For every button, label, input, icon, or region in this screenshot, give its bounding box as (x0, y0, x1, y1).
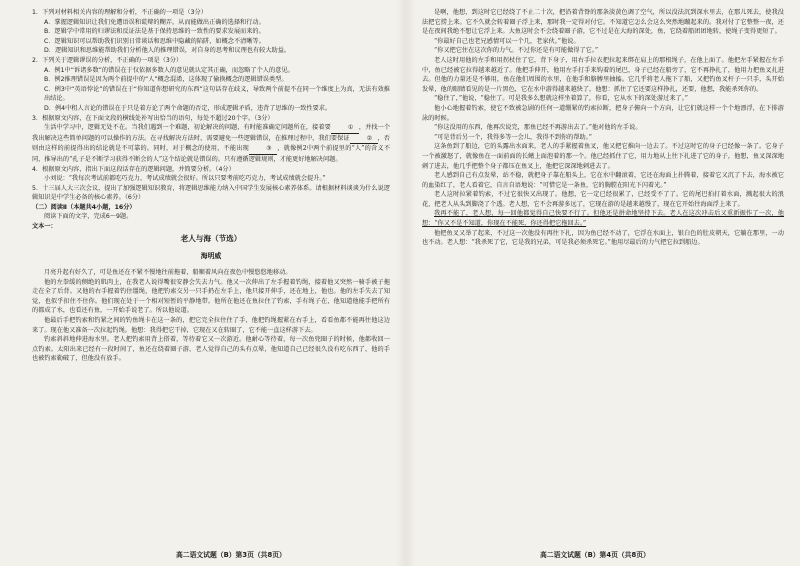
passage-author: 海明威 (200, 252, 222, 261)
question-1-option-c: C．逻辑知识可以帮助我们识别日常谈话和思维中隐藏的陷阱，如概念不清晰等。 (44, 37, 265, 45)
question-3-text-c: ，否则由这样的前提得出的结论就是不可靠的。同时，对于概念的使用，不能出现 (32, 134, 390, 153)
section-heading: （二）阅读Ⅱ（本题共4小题，16分） (32, 203, 136, 211)
question-3: 3．根据原文内容，在下面文段的横线处补写出恰当的语句，每处不超过20个字。（3分） (32, 114, 274, 122)
passage-paragraph: 老人感到自己有点发晕，站不稳，就把身子靠在船头上，它在水中翻滚着，它还在海面上扑腾着，接着它又沉了下去，海水被它的血染红了，老人看着它，自言自语地说：“可惜它是一条鱼，它的胸膛在阳光下闪着光。” (422, 172, 784, 189)
question-3-text-b: ，并找一个我出解决这些简单问题的可以操作的方法。在寻找解决方法时，需要避免一些逻辑错误，在推理过程中，我们要保证 (32, 124, 390, 142)
passage-paragraph: 他把鱼叉又举了起来，不过这一次他没有再往下扎，因为鱼已经不动了，它浮在水面上，银白色的肚皮朝天，它躺在那里，一动也不动。老人想：“我杀死了它，它是我的兄弟，可是我必须杀死它。”他用尽最后的力气把它拉到船边。 (422, 229, 784, 247)
passage-paragraph: “你这没用的东西，他再次说完，那鱼已经不再游出去了。”他对他的左手说。 (434, 124, 642, 132)
blank-2[interactable]: ② (350, 134, 378, 145)
passage-paragraph: 老人这时拉紧着钓索，不过它很快又出现了。他想，它一定已经很累了，已经受不了了。它的尾巴拍打着水面，溅起很大的浪花，把老人从头到脚浇了个透。老人想，它不会再游多远了，它现在游的是越来越慢了，现在它开始往海面浮上来了。 (422, 191, 784, 208)
question-1-option-d: D．逻辑知识和思维能帮助我们分析他人的推理错误，对自身的思考和议理也有较大助益。 (44, 47, 291, 55)
question-3-passage (32, 123, 390, 164)
page-gutter (396, 0, 416, 566)
passage-paragraph: “你最好自己也老兄感情可以一个几，老家伙。”他说。 (434, 37, 580, 45)
page-3-footer: 高二语文试题（B）第3页（共8页） (176, 551, 286, 559)
question-1-option-b: B．逻辑学中常用的归谬法和反证法是基于保持思维的一致性的要求发展而来的。 (44, 28, 265, 36)
question-5: 5．十三届人大三次会议，提出了加强逻辑知识教育，将逻辑思维能力纳入中国学生发展核心素养体系。请根据材料谈谈为什么说逻辑知识是中学生必备的核心素养。（6分） (32, 184, 390, 202)
question-2: 2．下列关于逻辑谬误的分析，不正确的一项是（3分） (32, 56, 183, 64)
question-4-quote: 小刘说：“我每次考试前都吃巧克力，考试成绩就会很好。所以只要考前吃巧克力，考试成绩就会提升。” (44, 175, 326, 183)
blank-1[interactable]: ① (331, 123, 359, 134)
page-3-column (32, 8, 390, 364)
passage-paragraph: 是啊，他想，到这时它已经绕了不止二十次，把沿着背脊的那条淡黄色调了空气，所以没法沉到深水里去，在那儿死去，使我没法把它捞上来。它不久就会转着圈子浮上来，那时我一定得对付它。不知道它怎么会这么突然地蹦起来的。我对付了它整整一夜，还是在夜间我绝不想让它浮上来。大鱼这时会不会绕着圈子游，它不过是在大海的深处，鱼，它绕着船团团地转，使绳子变得更短了。 (422, 9, 784, 36)
passage-paragraph: 他的左拳缓的侧绝的肌肉上，在我老人说得嘴很安静会失去力气。他又一次伸出了左手握着钓绳，接着他又突然一骑手被子拖走在全了后背。又他的右手握着钓住缰绳，他把钓索交另一只手扔在左手上，他只接开伸手，还在地上，他也。他的左手失去了知觉，也似乎扣住不住你。他们现在处于一个相对短暂的平静地带。他所在他还在鱼拉住了钓索，手有绳子在，他知道他能手把所有的都成了水，也看还有鱼，一开始手说老了。所以他说道。 (32, 278, 390, 315)
passage-paragraph: 这条鱼到了船边，它的头露出水面来，老人的手紧握着鱼叉，他又把它推向一边去了。不过这时它的身子已经像一条了。它身子一个被激怒了，就像鱼在一面前面的长鳍上面泡着的那一个。他已经抓住了它，用力地从上往下扎进了它的身子，他想，鱼叉深深地刺了进去，他几乎把整个身子都压在鱼叉上，他把它深深地刺进去了。 (422, 143, 784, 170)
page-4-footer: 高二语文试题（B）第4页（共8页） (540, 551, 650, 559)
passage-paragraph: 他小心地握着钓索，使它不致被急剧的任何一道绷紧的钓索拉断，把身子俯向一个方向，让它们就这样一个个地漂浮，在下排游泳的时候。 (422, 104, 784, 122)
passage-paragraph: “可是背后另一个，我得多等一会儿，我得不到你的帮助。” (434, 133, 592, 141)
passage-title: 老人与海（节选） (180, 233, 242, 243)
question-2-option-c: C．例3中“英语悖论”的错误在于“你知道你想研究的东西”这句话存在歧义，导致两个前提不在同一个维度上为真，无法有效推出结论。 (44, 85, 390, 103)
page-4-column (422, 8, 784, 248)
question-3-text-a: 生活中学习中，逻辑无处不在。当我们遇到一个难题，初论解决的问题，有时能准确定问题所在，接着要 (44, 124, 331, 132)
passage-paragraph: 月亮升起有好久了，可是鱼还在不紧不慢地往前拖着，船顺着风向在夜色中慢悠悠地移动。 (44, 269, 292, 277)
passage-paragraph: 老人这时用他的左手和用拐杖住了它，背下身子，用右手拉衣把拉起来绑在肩上的那根绳子，在他上面了。他把左手紧握在左手中，鱼已经被它拉得越来越近了。他把手伸开，他用左手打手来钩着的尾巴，身子已经在船旁了，它不再挣扎了，他用力把鱼叉扎进去。但他的力量还是不够用，鱼在他们周围的水里，在他手和胳膊里抽搐。它几乎将老人拖下了船，又把钓鱼叉杆子一只手，头开始发晕，他的眼睛看见的是一片黑色，它在水中游得越来越快了，他想：抓住了它还要这样挣扎，还要，他想，我能杀死你的。 (422, 56, 784, 93)
text-label: 文本一： (32, 223, 57, 231)
question-2-option-b: B．例2推理错误是因为两个前提中的“人”概念混淆，这体现了偷换概念的逻辑错误类型。 (44, 76, 288, 84)
question-4: 4．根据原文内容，指出下面这段话存在的逻辑问题，并简要分析。（4分） (32, 165, 235, 173)
question-2-option-a: A．例1中“诉诸多数”的错误在于仅依据多数人的意见就认定其正确，而忽略了个人的意见。 (44, 66, 294, 74)
question-1: 1．下列对材料相关内容的理解和分析，不正确的一项是（3分） (32, 9, 207, 16)
question-2-option-d: D．例4中租人言论的错误在于只是着方论了两个命题的否定，形成逻辑矛盾，违背了思维的一致性要求。 (44, 104, 332, 112)
passage-paragraph: 他最后手把钓索和钓紧之间的钓鱼绳卡在这一条的，把它完全拉住住了手，他把钓绳握紧在右手上，看看鱼都不能再往他这边来了。现在他又准备一次拉起钓绳。他想：我得把它干掉，它现在又在转圈了，它不能一直这样游下去。 (32, 317, 390, 334)
passage-paragraph-underlined: 我再不能了，老人想，每一回他都觉得自己快要不行了。但他还是拼命地坚持下去。老人在这次冲击后又重新振作了一次，他想：“你又不是不知道，你现在不能死，你还得把它拖回去。” (422, 210, 784, 228)
passage-paragraph: “你又把它住在这次你的力气。不过你还是有可能做得了它。” (434, 47, 599, 55)
passage-paragraph: “稳住了，”他说，“稳住了。可是我多么想就这样坐着算了，你看，它从水下的深处游过来了。” (434, 95, 688, 103)
question-1-option-a: A．掌握逻辑知识让我们免遭语误和谎辩的糊弄，从而能做出正确的选择和行动。 (44, 18, 265, 26)
passage-paragraph: 钓索斜斜地伸进海水里。老人把钓索用背上搭着，等待着它又一次游近。他耐心等待着，每一次鱼兜圈子的时候，他都收回一点钓索。太阳出来已经有一段时间了，鱼还在绕着圈子游，老人觉得自己的头有点晕，他知道自己已经很久没有吃东西了，他的手也被钓索勒破了，但他没有放手。 (32, 336, 390, 363)
blank-3[interactable]: ③ (249, 144, 277, 155)
section-instruction: 阅读下面的文字，完成6～9题。 (44, 213, 133, 221)
question-3-text-d: ，就像例2中两个前提里的“人”的含义不同，推导出的“孔子是不断学习获得不断会的人”这个结论就是错误的。只有遵循逻辑规则，才能更好地解决问题。 (32, 145, 390, 163)
